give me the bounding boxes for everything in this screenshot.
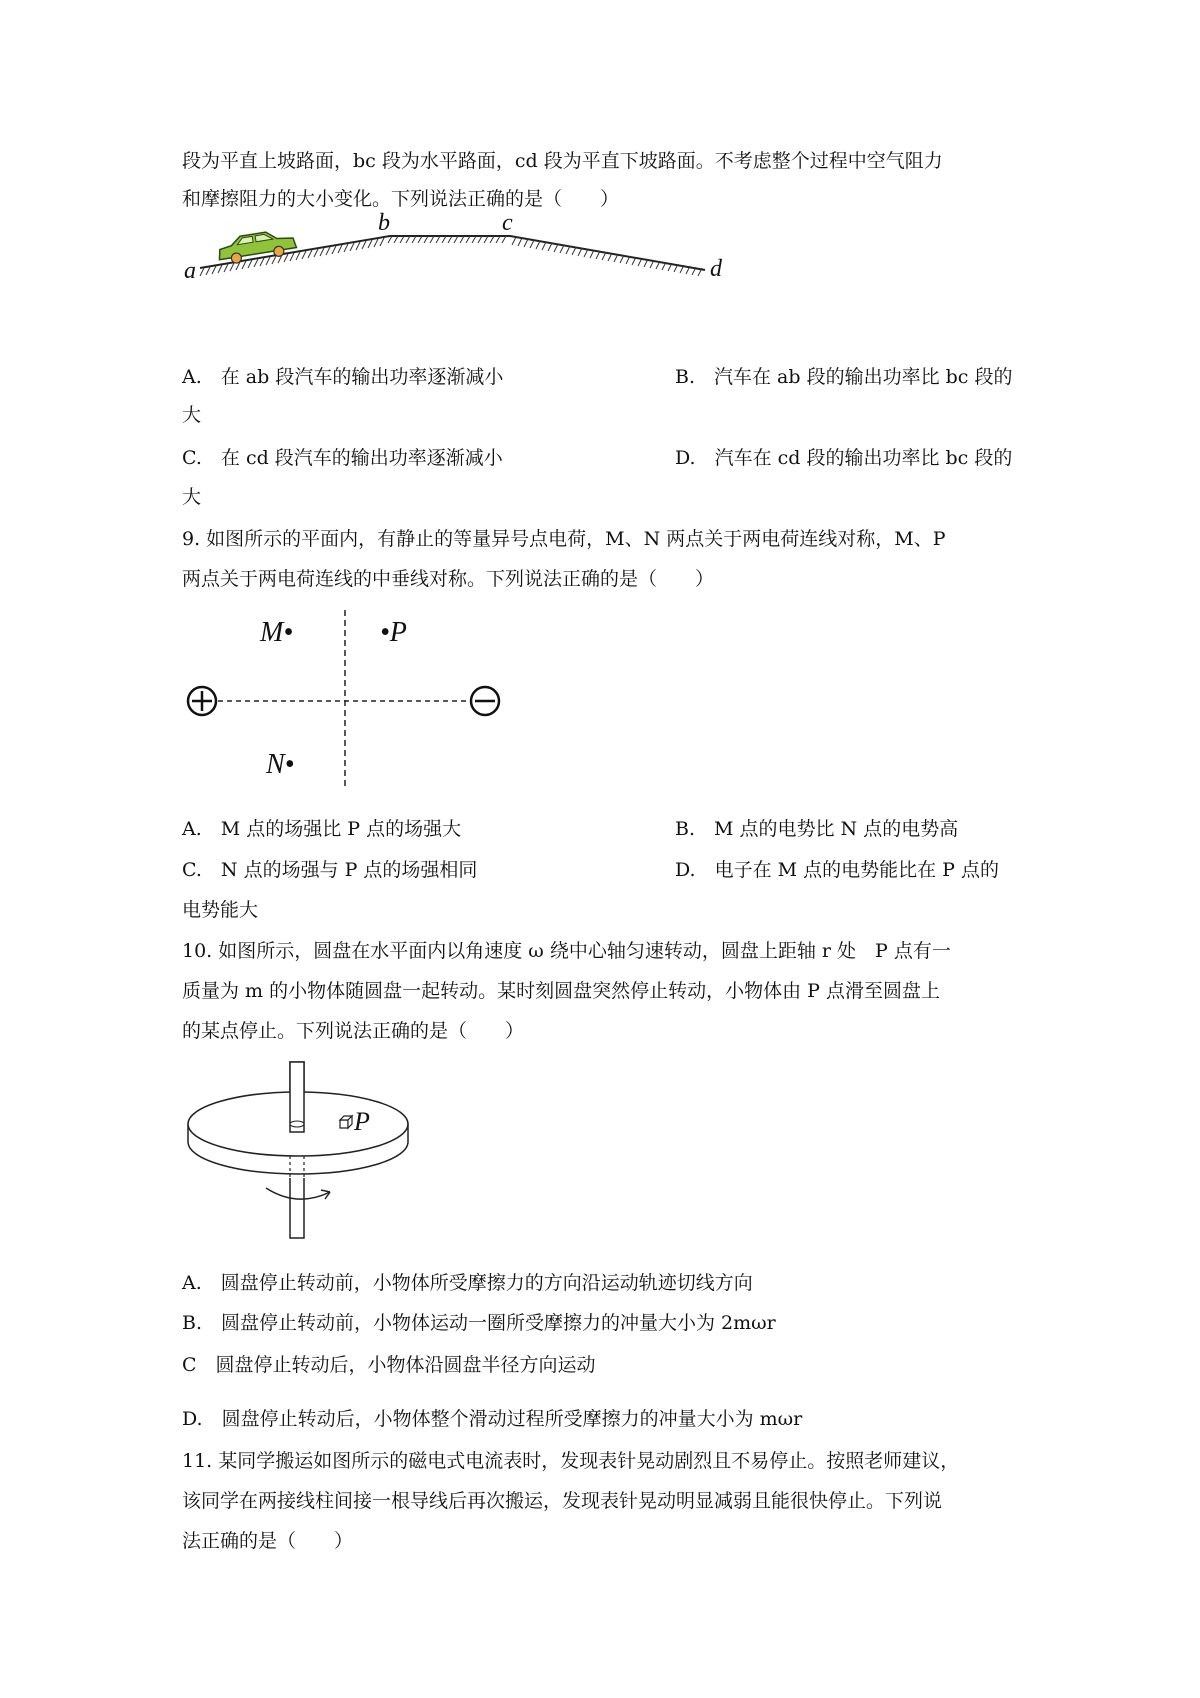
- q11-stem-line1: 11. 某同学搬运如图所示的磁电式电流表时，发现表针晃动剧烈且不易停止。按照老师建议，: [182, 1450, 960, 1472]
- q10-option-b: B. 圆盘停止转动前，小物体运动一圈所受摩擦力的冲量大小为 2mωr: [182, 1312, 776, 1334]
- label-P: •P: [380, 617, 407, 648]
- cube-icon: [340, 1116, 352, 1128]
- label-N: N•: [266, 749, 295, 780]
- label-M: M•: [260, 617, 294, 648]
- q10-stem-line1: 10. 如图所示，圆盘在水平面内以角速度 ω 绕中心轴匀速转动，圆盘上距轴 r 处 P 点有一: [182, 940, 951, 962]
- q10-option-a: A. 圆盘停止转动前，小物体所受摩擦力的方向沿运动轨迹切线方向: [182, 1272, 753, 1294]
- q10-option-c: C 圆盘停止转动后，小物体沿圆盘半径方向运动: [182, 1354, 596, 1376]
- label-c: c: [502, 210, 513, 236]
- label-a: a: [184, 258, 196, 284]
- q11-stem-line2: 该同学在两接线柱间接一根导线后再次搬运，发现表针晃动明显减弱且能很快停止。下列说: [182, 1490, 943, 1512]
- q8-option-d-cont: 大: [182, 486, 202, 508]
- q9-option-b: B. M 点的电势比 N 点的电势高: [675, 818, 959, 840]
- positive-charge-icon: [188, 687, 216, 715]
- label-P-disk: P: [354, 1107, 370, 1136]
- q10-stem-line2: 质量为 m 的小物体随圆盘一起转动。某时刻圆盘突然停止转动，小物体由 P 点滑至圆盘上: [182, 980, 940, 1002]
- label-b: b: [378, 210, 390, 236]
- q9-option-a: A. M 点的场强比 P 点的场强大: [182, 818, 462, 840]
- q10-option-d: D. 圆盘停止转动后，小物体整个滑动过程所受摩擦力的冲量大小为 mωr: [182, 1408, 803, 1430]
- q9-option-c: C. N 点的场强与 P 点的场强相同: [182, 859, 478, 881]
- q8-option-b: B. 汽车在 ab 段的输出功率比 bc 段的: [675, 366, 1013, 388]
- q8-stem-line1: 段为平直上坡路面，bc 段为水平路面，cd 段为平直下坡路面。不考虑整个过程中空气阻力: [182, 150, 943, 172]
- q11-stem-line3: 法正确的是（ ）: [182, 1530, 354, 1552]
- q9-stem-line1: 9. 如图所示的平面内，有静止的等量异号点电荷，M、N 两点关于两电荷连线对称，M、P: [182, 528, 946, 550]
- q9-option-d-cont: 电势能大: [182, 899, 259, 921]
- q9-option-d: D. 电子在 M 点的电势能比在 P 点的: [675, 859, 999, 881]
- q9-charges-figure: [180, 605, 520, 795]
- q9-stem-line2: 两点关于两电荷连线的中垂线对称。下列说法正确的是（ ）: [182, 568, 715, 590]
- negative-charge-icon: [471, 687, 499, 715]
- q8-option-a: A. 在 ab 段汽车的输出功率逐渐减小: [182, 366, 504, 388]
- q10-stem-line3: 的某点停止。下列说法正确的是（ ）: [182, 1020, 525, 1042]
- label-d: d: [710, 256, 722, 282]
- q8-option-d: D. 汽车在 cd 段的输出功率比 bc 段的: [675, 447, 1013, 469]
- q8-road-figure: [180, 210, 780, 300]
- q8-option-b-cont: 大: [182, 404, 202, 426]
- q8-stem-line2: 和摩擦阻力的大小变化。下列说法正确的是（ ）: [182, 188, 620, 210]
- q10-disk-figure: [180, 1058, 440, 1248]
- q8-option-c: C. 在 cd 段汽车的输出功率逐渐减小: [182, 447, 503, 469]
